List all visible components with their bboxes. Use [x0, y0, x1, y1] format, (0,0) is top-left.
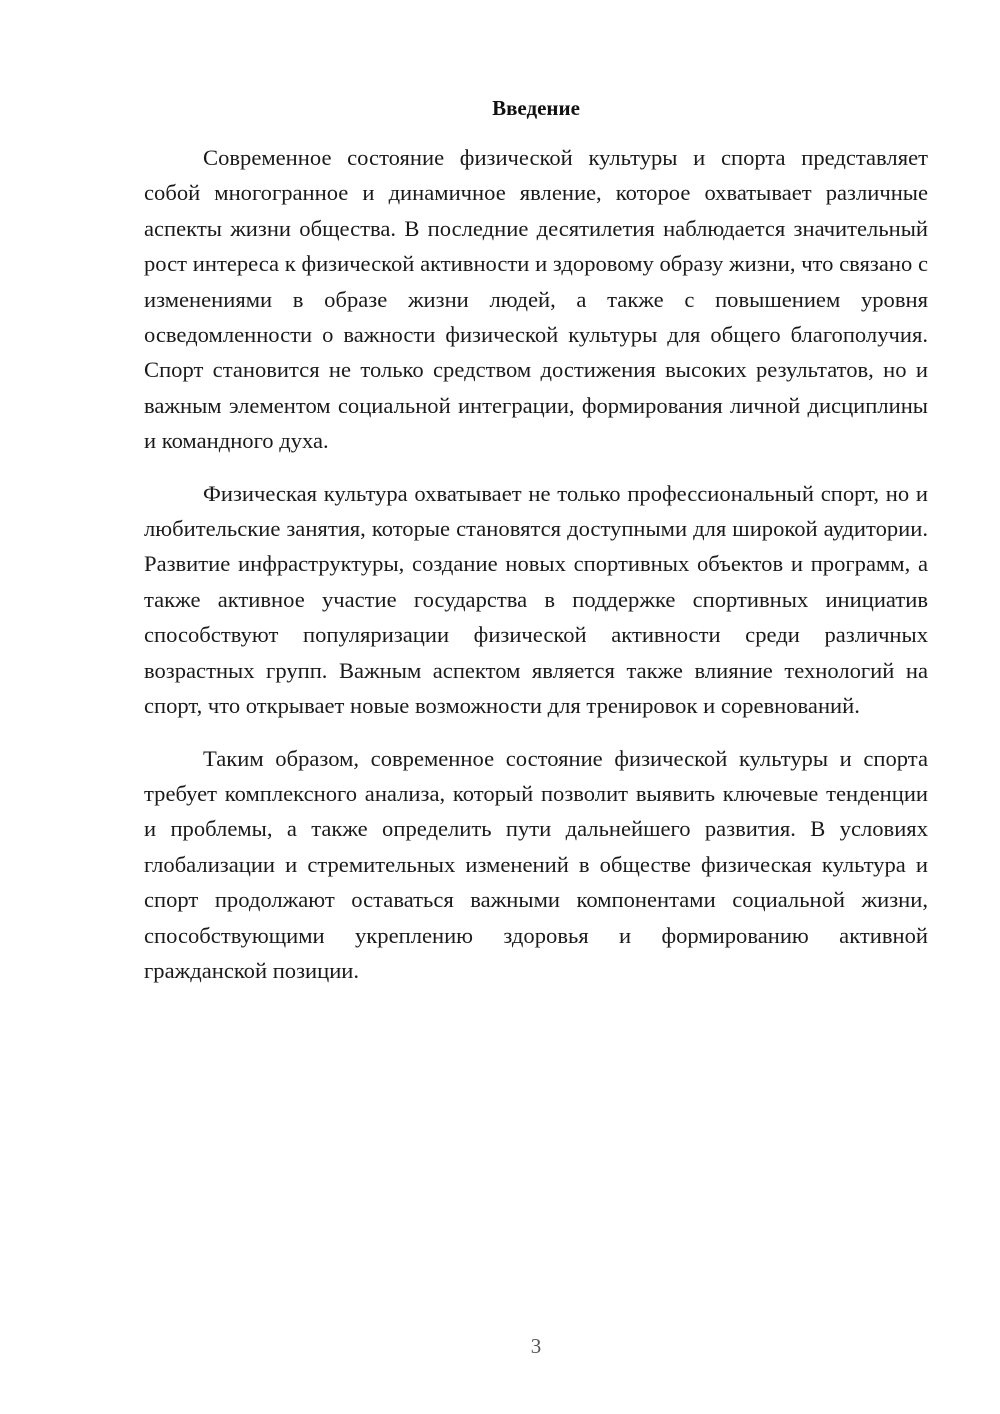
paragraph-1: Современное состояние физической культуры и спорта представляет собой многогранное и динамичное явление, которое охватывает различные аспекты жизни общества. В последние десятилетия наблюдается значительный рост интереса к физической активности и здоровому образу жизни, что связано с изменениями в образе жизни людей, а также с повышением уровня осведомленности о важности физической культуры для общего благополучия. Спорт становится не только средством достижения высоких результатов, но и важным элементом социальной интеграции, формирования личной дисциплины и командного духа.	[144, 145, 928, 454]
paragraph-2: Физическая культура охватывает не только профессиональный спорт, но и любительские занятия, которые становятся доступными для широкой аудитории. Развитие инфраструктуры, создание новых спортивных объектов и программ, а также активное участие государства в поддержке спортивных инициатив способствуют популяризации физической активности среди различных возрастных групп. Важным аспектом является также влияние технологий на спорт, что открывает новые возможности для тренировок и соревнований.	[144, 480, 928, 719]
document-body	[144, 140, 928, 1005]
paragraph-3: Таким образом, современное состояние физической культуры и спорта требует комплексного анализа, который позволит выявить ключевые тенденции и проблемы, а также определить пути дальнейшего развития. В условиях глобализации и стремительных изменений в обществе физическая культура и спорт продолжают оставаться важными компонентами социальной жизни, способствующими укреплению здоровья и формированию активной гражданской позиции.	[144, 745, 928, 983]
page-number: 3	[530, 1334, 542, 1358]
page-title: Введение	[492, 96, 580, 120]
